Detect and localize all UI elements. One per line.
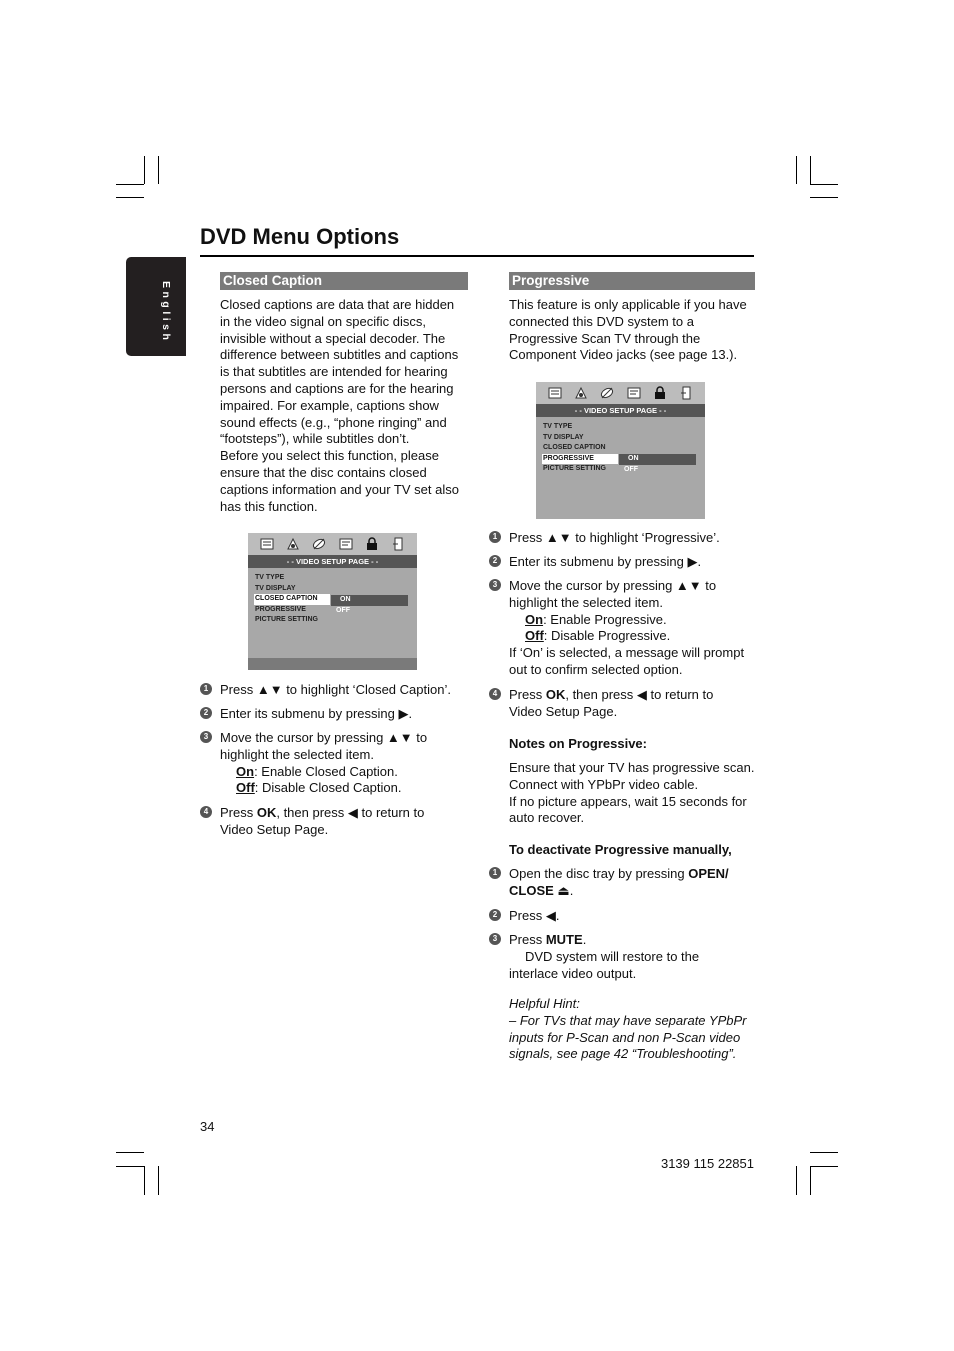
osd-band-title: - - VIDEO SETUP PAGE - - [248, 555, 417, 568]
language-label: English [160, 281, 172, 344]
osd-item-tv-type: TV TYPE [543, 423, 573, 430]
document-code: 3139 115 22851 [660, 1156, 754, 1171]
prog-step-1: Press ▲▼ to highlight ‘Progressive’. [509, 530, 720, 545]
password-lock-icon [653, 386, 667, 400]
deactivate-step-1: Open the disc tray by pressing OPEN/ CLOSE ⏏. [509, 866, 729, 898]
hint-title: Helpful Hint: [509, 996, 580, 1011]
left-arrow-icon: ◀ [636, 687, 647, 702]
step-number: 2 [489, 909, 501, 921]
osd-item-closed-caption: CLOSED CAPTION [543, 444, 606, 451]
prog-intro-line: connected this DVD system to a [509, 313, 694, 329]
osd-progressive [536, 382, 705, 519]
osd-option-off: OFF [624, 465, 638, 473]
helpful-hint [509, 996, 759, 1063]
osd-item-picture-setting: PICTURE SETTING [543, 465, 607, 472]
progressive-section [509, 272, 755, 364]
cc-intro-line: Closed captions are data that are hidden [220, 297, 455, 312]
prog-step-4: Press OK, then press ◀ to return to Video Setup Page. [509, 687, 714, 719]
cc-intro-line: Before you select this function, please [220, 448, 439, 464]
off-label: Off [236, 780, 255, 796]
osd-band-title: - - VIDEO SETUP PAGE - - [536, 404, 705, 417]
step-number: 2 [489, 555, 501, 567]
cc-step-3: Move the cursor by pressing ▲▼ to highlight the selected item. On: Enable Closed Caption. Off: Disable Closed Caption. [220, 730, 428, 796]
title-rule [200, 255, 754, 257]
cc-intro-line: has this function. [220, 498, 318, 514]
audio-setup-icon [286, 537, 300, 551]
preference-icon [627, 386, 641, 400]
cc-intro-line: persons and captions are for the hearing [220, 380, 454, 396]
note-line: Connect with YPbPr video cable. [509, 776, 699, 792]
closed-caption-heading: Closed Caption [220, 272, 468, 290]
general-setup-icon [260, 537, 274, 551]
right-arrow-icon: ▶ [687, 554, 698, 569]
cc-intro-line: invisible without a special decoder. The [220, 330, 446, 346]
osd-closed-caption [248, 533, 417, 670]
up-down-arrows-icon: ▲▼ [545, 530, 572, 545]
on-label: On [525, 611, 544, 627]
cc-intro-line: ensure that the disc contains closed [220, 464, 427, 480]
off-label: Off [525, 628, 544, 644]
deactivate-step-3: Press MUTE. DVD system will restore to the interlace video output. [509, 932, 700, 981]
step-number: 3 [489, 933, 501, 945]
closed-caption-section [220, 272, 468, 515]
up-down-arrows-icon: ▲▼ [386, 730, 413, 745]
step-number: 2 [200, 707, 212, 719]
hint-line: signals, see page 42 “Troubleshooting”. [509, 1046, 737, 1062]
prog-intro-line: Component Video jacks (see page 13.). [509, 347, 738, 363]
cc-step-2: Enter its submenu by pressing ▶. [220, 706, 413, 721]
left-arrow-icon: ◀ [545, 908, 556, 923]
hint-line: inputs for P-Scan and non P-Scan video [509, 1029, 741, 1045]
osd-item-tv-display: TV DISPLAY [543, 433, 584, 441]
eject-icon: ⏏ [557, 882, 570, 898]
osd-icon-bar [536, 382, 705, 404]
audio-setup-icon [574, 386, 588, 400]
on-label: On [236, 763, 255, 779]
exit-icon [679, 386, 693, 400]
osd-option-off: OFF [336, 606, 350, 614]
right-arrow-icon: ▶ [398, 706, 409, 721]
step-number: 4 [489, 688, 501, 700]
cc-step-1: Press ▲▼ to highlight ‘Closed Caption’. [220, 682, 451, 697]
prog-intro-line: This feature is only applicable if you have [509, 297, 747, 312]
up-down-arrows-icon: ▲▼ [256, 682, 283, 697]
deactivate-step-2: Press ◀. [509, 908, 560, 923]
osd-options [619, 454, 696, 475]
step-number: 1 [489, 531, 501, 543]
progressive-heading: Progressive [509, 272, 755, 290]
prog-intro-line: Progressive Scan TV through the [509, 330, 701, 346]
page-number: 34 [200, 1119, 215, 1134]
osd-footer [248, 658, 417, 670]
osd-option-on: ON [331, 595, 408, 606]
osd-item-picture-setting: PICTURE SETTING [255, 616, 319, 623]
prog-step-3: Move the cursor by pressing ▲▼ to highlight the selected item. On: Enable Progressive. Off: Disable Progressive. If ‘On’ is selected, a message will prompt out to confirm selected option. [509, 578, 745, 677]
step-number: 1 [200, 683, 212, 695]
cc-intro-line: is that subtitles are intended for hearing [220, 364, 448, 380]
cc-intro-line: in the video signal on specific discs, [220, 313, 426, 329]
cc-intro-line: sound effects (e.g., “phone ringing” and [220, 414, 447, 430]
password-lock-icon [365, 537, 379, 551]
note-line: If no picture appears, wait 15 seconds for [509, 793, 747, 809]
osd-item-tv-display: TV DISPLAY [255, 584, 296, 592]
page-title: DVD Menu Options [200, 224, 400, 249]
deactivate-heading: To deactivate Progressive manually, [509, 842, 732, 857]
prog-step-2: Enter its submenu by pressing ▶. [509, 554, 702, 569]
step-number: 4 [200, 806, 212, 818]
osd-item-closed-caption: CLOSED CAPTION [254, 594, 330, 605]
step-number: 1 [489, 867, 501, 879]
left-arrow-icon: ◀ [347, 805, 358, 820]
osd-options [331, 595, 408, 616]
osd-item-tv-type: TV TYPE [255, 574, 285, 581]
exit-icon [391, 537, 405, 551]
notes-block [509, 760, 759, 827]
cc-intro-line: “footsteps”), while subtitles don’t. [220, 431, 410, 447]
osd-menu [542, 422, 618, 475]
notes-heading: Notes on Progressive: [509, 736, 647, 751]
cc-intro-line: difference between subtitles and captions [220, 347, 459, 363]
step-number: 3 [200, 731, 212, 743]
cc-intro-line: captions information and your TV set also [220, 481, 459, 497]
osd-item-progressive: PROGRESSIVE [542, 454, 618, 465]
step-number: 3 [489, 579, 501, 591]
language-tab [126, 257, 186, 356]
osd-icon-bar [248, 533, 417, 555]
hint-line: – For TVs that may have separate YPbPr [509, 1012, 747, 1028]
note-line: Ensure that your TV has progressive scan. [509, 760, 755, 775]
note-line: auto recover. [509, 810, 585, 826]
video-setup-icon [600, 386, 614, 400]
osd-option-on: ON [619, 454, 696, 465]
preference-icon [339, 537, 353, 551]
cc-step-4: Press OK, then press ◀ to return to Video Setup Page. [220, 805, 425, 837]
video-setup-icon [312, 537, 326, 551]
osd-menu [254, 573, 330, 626]
up-down-arrows-icon: ▲▼ [675, 578, 702, 593]
cc-intro-line: impaired. For example, captions show [220, 397, 439, 413]
osd-item-progressive: PROGRESSIVE [255, 605, 306, 613]
general-setup-icon [548, 386, 562, 400]
